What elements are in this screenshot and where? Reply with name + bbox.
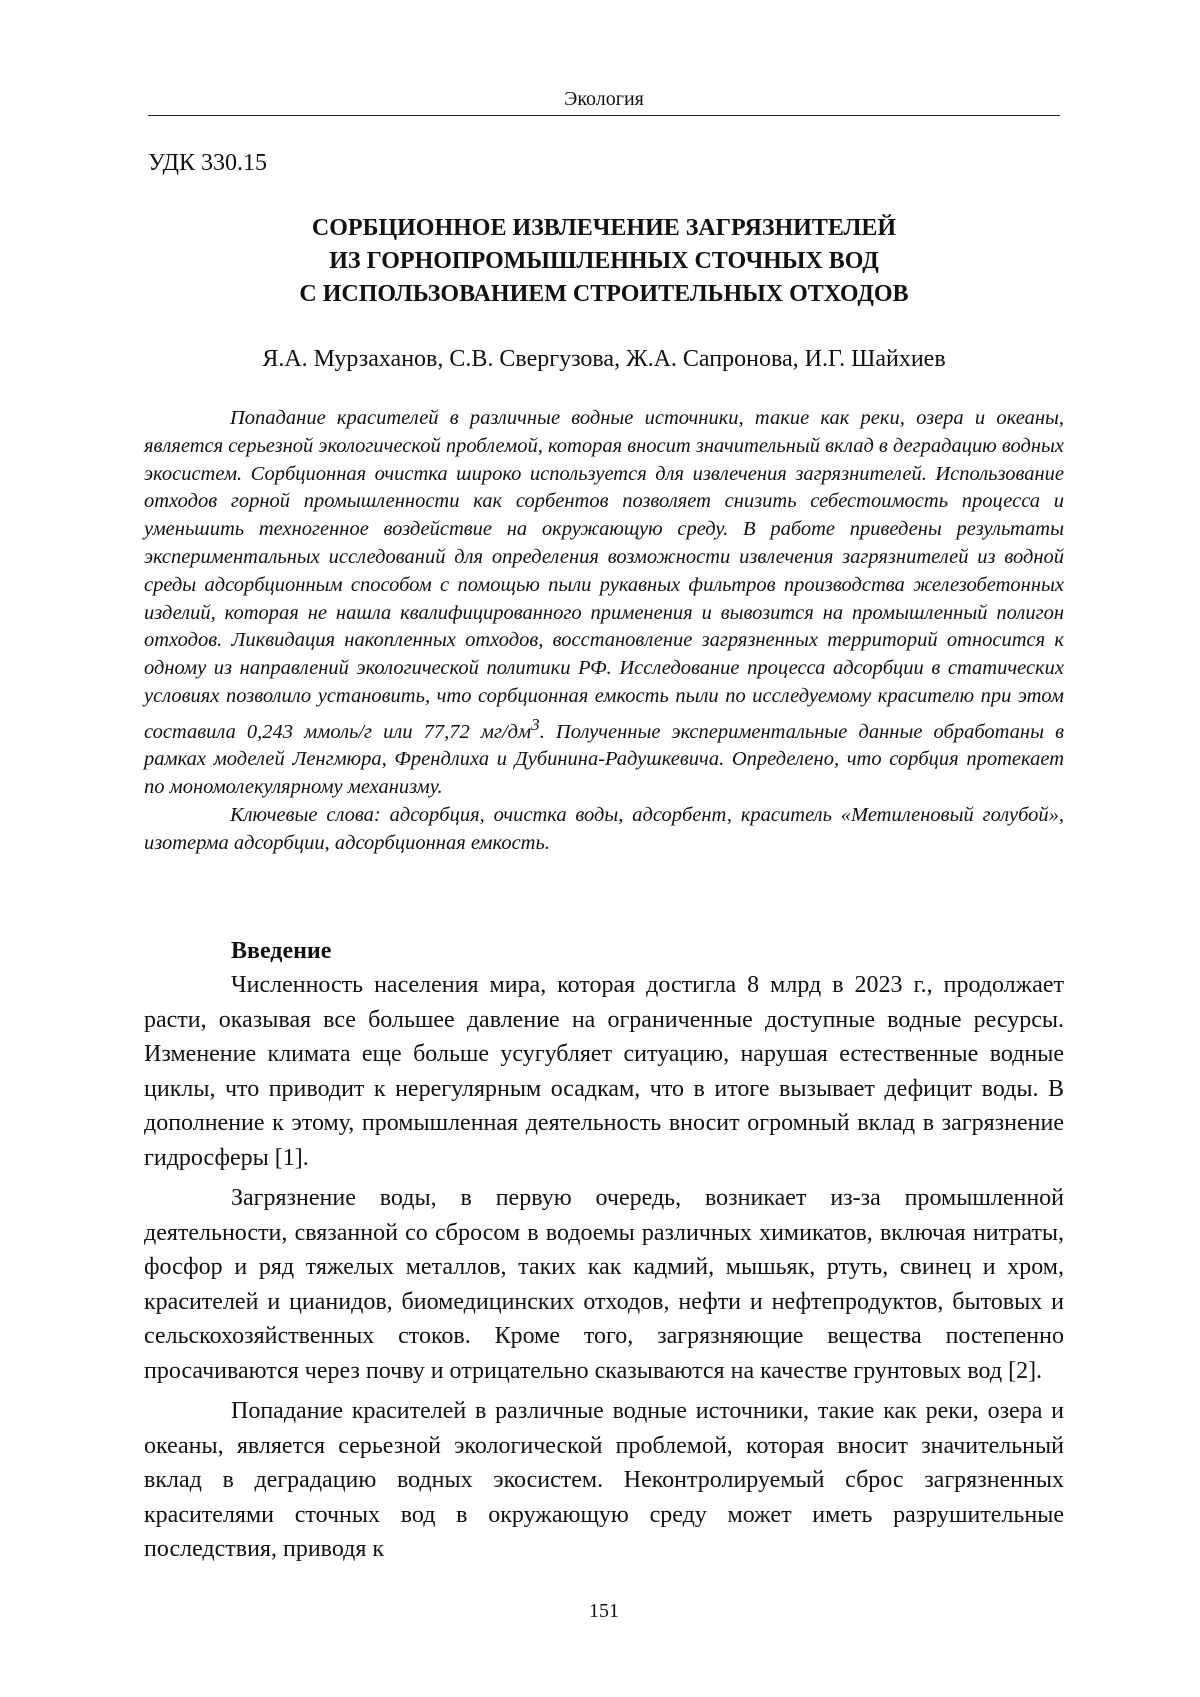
title-line-1: СОРБЦИОННОЕ ИЗВЛЕЧЕНИЕ ЗАГРЯЗНИТЕЛЕЙ bbox=[311, 215, 897, 241]
abstract bbox=[144, 405, 1064, 858]
abstract-text-main: Попадание красителей в различные водные источники, такие как реки, озера и океаны, является серьезной экологической проблемой, которая вносит значительный вклад в деградацию водных экосистем. Сорбционная очистка широко используется для извлечения загрязнителей. Использование отходов горной промышленности как сорбентов позволяет снизить себестоимость процесса и уменьшить техногенное воздействие на окружающую среду. В работе приведены результаты экспериментальных исследований для определения возможности извлечения загрязнителей из водной среды адсорбционным способом с помощью пыли рукавных фильтров производства железобетонных изделий, которая не нашла квалифицированного применения и вывозится на промышленный полигон отходов. Ликвидация накопленных отходов, восстановление загрязненных территорий относится к одному из направлений экологической политики РФ. Исследование процесса адсорбции в статических условиях позволило установить, что сорбционная емкость пыли по исследуемому красителю при этом составила 0,243 ммоль/г или 77,72 мг/дм bbox=[144, 407, 1065, 743]
abstract-text-end: . Полученные экспериментальные данные обработаны в рамках моделей Ленгмюра, Френдлиха и Дубинина-Радушкевича. Определено, что сорбция протекает по мономолекулярному механизму. bbox=[144, 720, 1064, 799]
body-paragraph: Попадание красителей в различные водные источники, такие как реки, озера и океаны, является серьезной экологической проблемой, которая вносит значительный вклад в деградацию водных экосистем. Неконтролируемый сброс загрязненных красителями сточных вод в окружающую среду может иметь разрушительные последствия, приводя к bbox=[144, 1398, 1064, 1562]
title-line-2: ИЗ ГОРНОПРОМЫШЛЕННЫХ СТОЧНЫХ ВОД bbox=[329, 248, 879, 274]
running-head: Экология bbox=[564, 88, 644, 110]
header-rule bbox=[148, 115, 1060, 116]
body-paragraph: Численность населения мира, которая достигла 8 млрд в 2023 г., продолжает расти, оказывая все большее давление на ограниченные доступные водные ресурсы. Изменение климата еще больше усугубляет ситуацию, нарушая естественные водные циклы, что приводит к нерегулярным осадкам, что в итоге вызывает дефицит воды. В дополнение к этому, промышленная деятельность вносит огромный вклад в загрязнение гидросферы [1]. bbox=[144, 972, 1064, 1171]
body-paragraph: Загрязнение воды, в первую очередь, возникает из-за промышленной деятельности, связанной со сбросом в водоемы различных химикатов, включая нитраты, фосфор и ряд тяжелых металлов, таких как кадмий, мышьяк, ртуть, свинец и хром, красителей и цианидов, биомедицинских отходов, нефти и нефтепродуктов, бытовых и сельскохозяйственных стоков. Кроме того, загрязняющие вещества постепенно просачиваются через почву и отрицательно сказываются на качестве грунтовых вод [2]. bbox=[144, 1185, 1064, 1384]
page-number: 151 bbox=[589, 1600, 619, 1622]
title-line-3: С ИСПОЛЬЗОВАНИЕМ СТРОИТЕЛЬНЫХ ОТХОДОВ bbox=[299, 281, 909, 307]
article-title bbox=[148, 212, 1060, 311]
section-heading-introduction: Введение bbox=[231, 938, 332, 964]
introduction-body bbox=[144, 968, 1064, 1573]
abstract-text bbox=[144, 405, 1064, 802]
abstract-superscript: 3 bbox=[531, 714, 540, 734]
udk-code: УДК 330.15 bbox=[148, 150, 267, 176]
authors: Я.А. Мурзаханов, С.В. Свергузова, Ж.А. Сапронова, И.Г. Шайхиев bbox=[262, 346, 946, 372]
keywords: Ключевые слова: адсорбция, очистка воды, адсорбент, краситель «Метиленовый голубой», изотерма адсорбции, адсорбционная емкость. bbox=[144, 803, 1064, 854]
